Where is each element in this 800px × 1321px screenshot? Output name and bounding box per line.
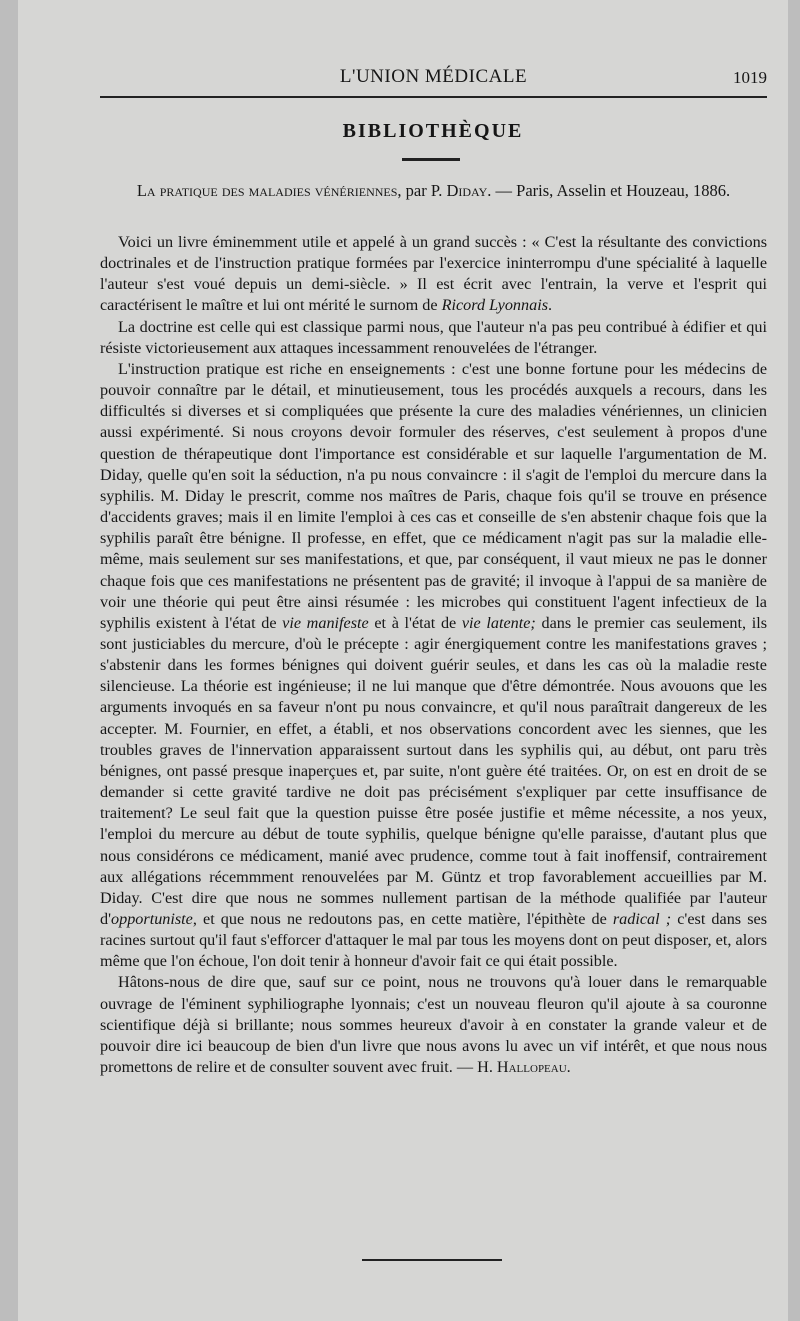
- paragraph-4-end: .: [566, 1058, 571, 1077]
- book-title: La pratique des maladies vénériennes: [136, 181, 398, 200]
- running-title: L'UNION MÉDICALE: [339, 66, 528, 87]
- paragraph-4: [100, 972, 767, 1078]
- paragraph-3-text-b: et à l'état de: [368, 613, 462, 632]
- paragraph-4-text: Hâtons-nous de dire que, sauf sur ce point, nous ne trouvons qu'à louer dans le remarquable ouvrage de l'éminent syphiliographe lyonnais; c'est un nouveau fleuron qu'il ajoute à sa couronne scientifique déjà si brillante; nous sommes heureux d'avoir à en constater la grande valeur et de pouvoir dire ici beaucoup de bien d'un livre que nous avons lu avec un vif intérêt, et que nous nous promettons de relire et de consulter souvent avec fruit. — H.: [100, 973, 767, 1077]
- paragraph-3-text-a: L'instruction pratique est riche en enseignements : c'est une bonne fortune pour les médecins de pouvoir connaître par le détail, et minutieusement, tous les procédés auxquels a recours, dans les difficultés si diverses et si compliquées que présente la cure des maladies vénériennes, un clinicien aussi expérimenté. Si nous croyons devoir formuler des réserves, c'est seulement à propos d'une question de thérapeutique dont l'importance est considérable et sur laquelle l'argumentation de M. Diday, quelle qu'en soit la séduction, n'a pu nous convaincre : il s'agit de l'emploi du mercure dans la syphilis. M. Diday le prescrit, comme nos maîtres de Paris, chaque fois qu'il se trouve en présence d'accidents graves; mais il en limite l'emploi à ces cas et conseille de s'en abstenir chaque fois que la syphilis paraît être bénigne. Il professe, en effet, que ce médicament n'agit pas sur la maladie elle-même, mais seulement sur ses manifestations, et que, par conséquent, il vaut mieux ne pas le donner chaque fois que ces manifestations ne présentent pas de gravité; il invoque à l'appui de sa manière de voir une théorie qui peut être ainsi résumée : les microbes qui constituent l'agent infectieux de la syphilis existent à l'état de: [100, 359, 767, 632]
- book-citation: [100, 180, 767, 201]
- paragraph-3-text-c: dans le premier cas seulement, ils sont justiciables du mercure, d'où le précepte : agir énergiquement contre les manifestations graves ; s'abstenir dans les formes bénignes qui doivent guérir seules, et dans les cas où la maladie reste silencieuse. La théorie est ingénieuse; il ne lui manque que d'être démontrée. Nous avouons que les arguments invoqués en sa faveur n'ont pu nous convaincre, et qu'il nous paraîtrait dangereux de les accepter. M. Fournier, en effet, a établi, et nos observations concordent avec les siennes, que les troubles graves de l'innervation apparaissent surtout dans les syphilis qui, au début, ont paru très bénignes, ont passé presque inaperçues et, par suite, n'ont guère été traitées. Or, on est en droit de se demander si cette gravité tardive ne doit pas précisément s'expliquer par cette insuffisance de traitement? Le seul fait que la question puisse être posée justifie et même nécessite, a nos yeux, l'emploi du mercure au début de toute syphilis, quelque bénigne qu'elle paraisse, d'autant plus que nous considérons ce médicament, manié avec prudence, comme tout à fait inoffensif, contrairement aux allégations récemmment renouvelées par M. Güntz et trop favorablement accueillies par M. Diday. C'est dire que nous ne sommes nullement partisan de la méthode qualifiée par l'auteur d': [100, 613, 768, 928]
- page-number: 1019: [733, 68, 767, 87]
- book-publisher: . — Paris, Asselin et Houzeau, 1886.: [487, 181, 731, 200]
- term-vie-manifeste: vie manifeste: [282, 613, 369, 632]
- section-title: BIBLIOTHÈQUE: [342, 120, 524, 142]
- citation-by: , par P.: [397, 181, 447, 200]
- header-rule: [100, 96, 767, 98]
- paragraph-1-end: .: [548, 296, 553, 315]
- nickname: Ricord Lyonnais: [441, 296, 548, 315]
- paragraph-3-text-e: c'est dans ses racines surtout qu'il faut s'efforcer d'attaquer le mal par tous les moyens dont on peut disposer, et, alors même que l'on échoue, l'on doit tenir à honneur d'avoir fait ce qui était possible.: [100, 910, 767, 971]
- signature: Hallopeau: [496, 1058, 567, 1077]
- term-radical: radical ;: [612, 910, 672, 928]
- term-vie-latente: vie latente;: [461, 613, 536, 632]
- review-body: [100, 232, 767, 1078]
- page-header: [100, 64, 767, 94]
- section-divider: [402, 158, 460, 161]
- end-rule: [362, 1259, 502, 1261]
- paragraph-3-text-d: , et que nous ne redoutons pas, en cette matière, l'épithète de: [192, 910, 613, 928]
- paragraph-2: La doctrine est celle qui est classique parmi nous, que l'auteur n'a pas peu contribué à édifier et qui résiste victorieusement aux attaques incessamment renouvelées de l'étranger.: [100, 317, 767, 357]
- term-opportuniste: opportuniste: [111, 910, 193, 928]
- book-author: Diday: [446, 181, 488, 200]
- paragraph-3: [100, 359, 767, 973]
- paragraph-1-text: Voici un livre éminemment utile et appelé à un grand succès : « C'est la résultante des convictions doctrinales et de l'instruction pratique formées par l'exercice ininterrompu d'une spécialité à laquelle l'auteur s'est voué depuis un demi-siècle. » Il est écrit avec l'entrain, la verve et l'esprit qui caractérisent le maître et lui ont mérité le surnom de: [100, 233, 767, 315]
- paragraph-1: [100, 232, 767, 317]
